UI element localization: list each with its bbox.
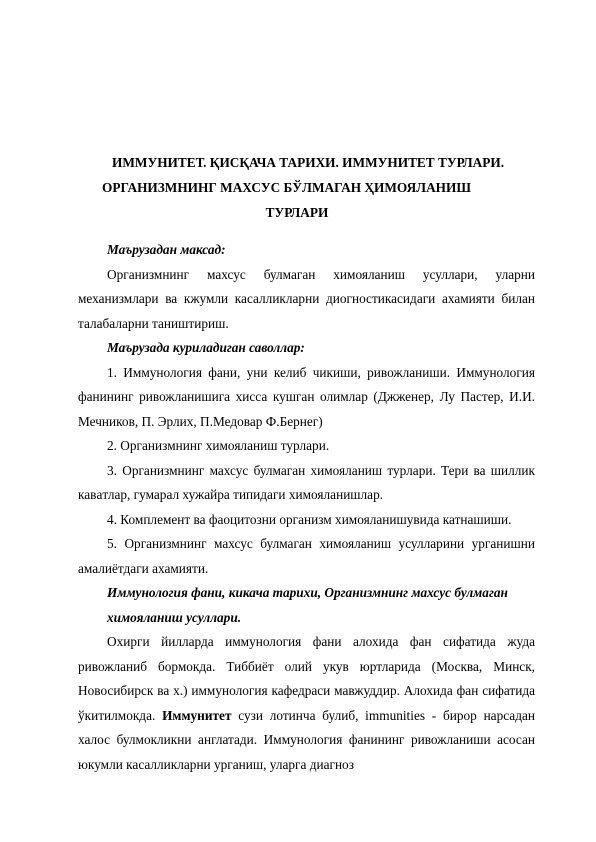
title-line-3: ТУРЛАРИ bbox=[265, 205, 329, 220]
question-item: 5. Организмнинг махсус булмаган химояланиш усулларини урганишни амалиётдаги ахамияти. bbox=[78, 536, 535, 576]
section-paragraph-end: сузи лотинча булиб, immunities - бирор нарсадан халос булмокликни англатади. Иммунология фанининг ривожланиши асосан юкумли касалликларни урганиш, уларга диагноз bbox=[78, 707, 535, 772]
question-item: 3. Организмнинг махсус булмаган химояланиш турлари. Тери ва шиллик кавaтлар, гумарал хужайра типидаги химояланишлар. bbox=[78, 462, 535, 502]
section-heading bbox=[78, 581, 535, 630]
term-immunitet: Иммунитет bbox=[162, 707, 232, 723]
aim-heading: Маърузадан максад: bbox=[107, 242, 226, 257]
title-line-2: ОРГАНИЗМНИНГ МАХСУС БЎЛМАГАН ҲИМОЯЛАНИШ bbox=[102, 180, 471, 195]
title-line-1: ИММУНИТЕТ. ҚИСҚАЧА ТАРИХИ. ИММУНИТЕТ ТУРЛАРИ. bbox=[112, 155, 505, 170]
question-item: 2. Организмнинг химояланиш турлари. bbox=[107, 438, 330, 453]
question-item: 4. Комплемент ва фаоцитозни организм химояланишувида катнашиши. bbox=[107, 511, 512, 527]
section-heading-line-1: Иммунология фани, кикача тарихи, Организмнинг махсус булмаган bbox=[107, 585, 508, 600]
questions-heading: Маърузада куриладиган саволлар: bbox=[107, 340, 305, 355]
document-title bbox=[82, 150, 542, 225]
section-paragraph bbox=[78, 630, 535, 777]
aim-text: Организмнинг махсус булмаган химояланиш усуллари, уларни механизмлари ва кжумли касалликларни диогностикасидаги ахамияти билан талабаларни таништириш. bbox=[78, 266, 535, 331]
section-heading-line-2: химояланиш усуллари. bbox=[107, 609, 242, 625]
document-body bbox=[78, 238, 535, 777]
question-item: 1. Иммунология фани, уни келиб чикиши, ривожланиши. Иммунология фанининг ривожланишига хисса кушган олимлар (Джженер, Лу Пастер, И.И. Мечников, П. Эрлих, П.Медовар Ф.Бернег) bbox=[78, 364, 535, 429]
section-paragraph-start: Охирги йилларда иммунология фани алохида фан сифатида жуда ривожланиб бормокда. Тиббиёт олий укув юртларида (Москва, Минск, Новосибирск ва х.) иммунология кафедраси мавжуддир. Алохида фан сифатида ўкитилмокда. bbox=[78, 634, 535, 723]
